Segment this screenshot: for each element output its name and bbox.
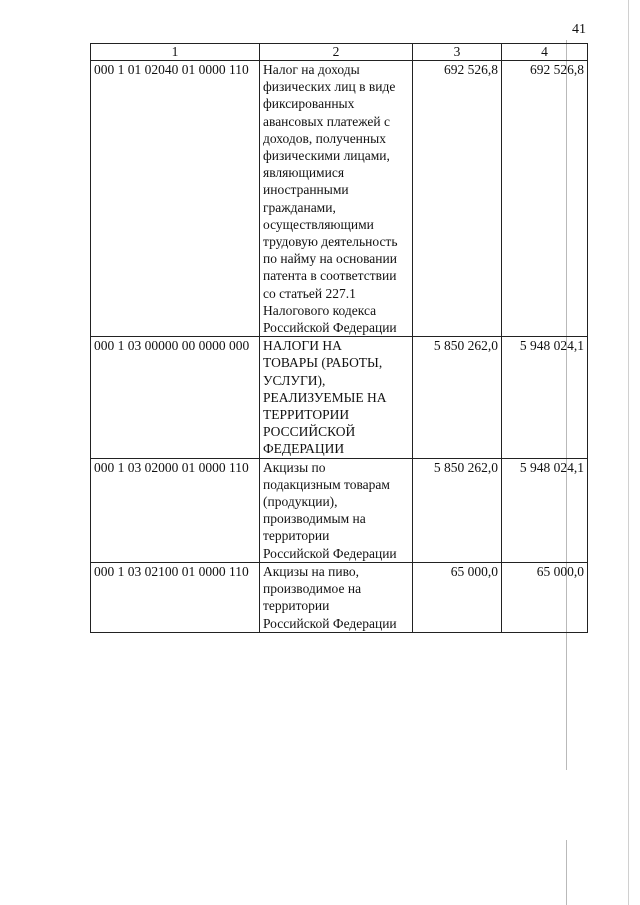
item-name-line: со статьей 227.1 — [263, 285, 356, 301]
item-name-line: ФЕДЕРАЦИИ — [263, 441, 345, 457]
item-name-line: Российской Федерации — [263, 320, 397, 336]
item-name-line: по найму на основании — [263, 251, 397, 267]
budget-code: 000 1 03 02100 01 0000 110 — [91, 562, 260, 632]
value-column-4: 5 948 024,1 — [502, 458, 588, 562]
item-name-line: авансовых платежей с — [263, 113, 390, 129]
budget-code: 000 1 01 02040 01 0000 110 — [91, 61, 260, 337]
table-row — [91, 458, 588, 562]
item-name-line: Акцизы по — [263, 459, 326, 475]
value-column-4: 65 000,0 — [502, 562, 588, 632]
item-name-line: трудовую деятельность — [263, 234, 398, 250]
item-name-line: производимое на — [263, 581, 362, 597]
item-name — [260, 458, 413, 562]
item-name-line: физическими лицами, — [263, 148, 390, 164]
item-name-line: НАЛОГИ НА — [263, 338, 342, 354]
page-number: 41 — [572, 22, 586, 37]
item-name-line: Налог на доходы — [263, 62, 360, 77]
table-row — [91, 337, 588, 458]
value-column-3: 5 850 262,0 — [413, 458, 502, 562]
column-header: 4 — [502, 44, 588, 61]
budget-code: 000 1 03 02000 01 0000 110 — [91, 458, 260, 562]
item-name-line: производимым на — [263, 511, 366, 527]
item-name — [260, 61, 413, 337]
item-name-line: территории — [263, 598, 330, 614]
value-column-3: 65 000,0 — [413, 562, 502, 632]
item-name-line: подакцизным товарам — [263, 476, 390, 492]
item-name-line: являющимися — [263, 165, 345, 181]
item-name-line: патента в соответствии — [263, 268, 397, 284]
budget-table — [90, 43, 588, 633]
item-name-line: Акцизы на пиво, — [263, 563, 359, 579]
item-name-line: ТЕРРИТОРИИ — [263, 407, 350, 423]
item-name — [260, 562, 413, 632]
item-name-line: физических лиц в виде — [263, 79, 396, 95]
item-name-line: фиксированных — [263, 96, 355, 112]
value-column-3: 692 526,8 — [413, 61, 502, 337]
item-name — [260, 337, 413, 458]
column-header: 3 — [413, 44, 502, 61]
value-column-4: 5 948 024,1 — [502, 337, 588, 458]
item-name-line: Налогового кодекса — [263, 302, 377, 318]
item-name-line: (продукции), — [263, 494, 338, 510]
value-column-4: 692 526,8 — [502, 61, 588, 337]
scan-artifact-line — [566, 840, 567, 905]
scan-artifact-line — [628, 0, 629, 905]
item-name-line: Российской Федерации — [263, 545, 397, 561]
item-name-line: РОССИЙСКОЙ — [263, 424, 356, 440]
item-name-line: УСЛУГИ), — [263, 372, 326, 388]
table-row — [91, 61, 588, 337]
item-name-line: территории — [263, 528, 330, 544]
column-header: 1 — [91, 44, 260, 61]
item-name-line: осуществляющими — [263, 216, 374, 232]
item-name-line: РЕАЛИЗУЕМЫЕ НА — [263, 389, 387, 405]
value-column-3: 5 850 262,0 — [413, 337, 502, 458]
table-row — [91, 562, 588, 632]
column-header: 2 — [260, 44, 413, 61]
item-name-line: иностранными — [263, 182, 349, 198]
item-name-line: гражданами, — [263, 199, 336, 215]
item-name-line: ТОВАРЫ (РАБОТЫ, — [263, 355, 383, 371]
item-name-line: Российской Федерации — [263, 615, 397, 631]
item-name-line: доходов, полученных — [263, 130, 386, 146]
table-header-row — [91, 44, 588, 61]
budget-code: 000 1 03 00000 00 0000 000 — [91, 337, 260, 458]
